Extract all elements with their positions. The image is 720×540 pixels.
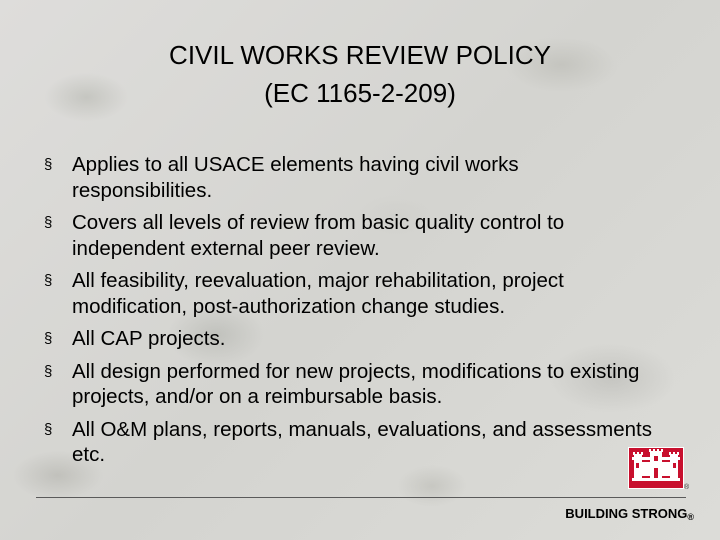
bullet-marker: § [44, 156, 53, 173]
bullet-text: All design performed for new projects, modifications to existing projects, and/or on a reimbursable basis. [72, 359, 640, 408]
bullet-text: All feasibility, reevaluation, major rehabilitation, project modification, post-authorization change studies. [72, 269, 564, 318]
bullet-marker: § [44, 272, 53, 289]
bullet-item [44, 326, 664, 352]
bullet-text: All O&M plans, reports, manuals, evaluations, and assessments etc. [72, 417, 652, 466]
slide-title [0, 36, 720, 112]
logo-registered-mark: ® [684, 484, 690, 491]
bullet-marker: § [44, 330, 53, 347]
bullet-item [44, 359, 664, 410]
bullet-text: Applies to all USACE elements having civil works responsibilities. [72, 153, 519, 202]
bullet-text: Covers all levels of review from basic quality control to independent external peer review. [72, 211, 565, 260]
bullet-item [44, 152, 664, 203]
tagline-text: BUILDING STRONG [565, 506, 688, 521]
footer-divider [36, 497, 686, 498]
bullet-marker: § [44, 420, 53, 438]
footer-tagline [565, 506, 694, 522]
bullet-list [44, 152, 664, 475]
bullet-marker: § [44, 214, 53, 231]
bullet-marker: § [44, 362, 53, 380]
bullet-text: All CAP projects. [72, 327, 226, 350]
usace-castle-icon [628, 447, 684, 489]
bullet-item [44, 417, 664, 468]
title-line-2: (EC 1165-2-209) [264, 78, 456, 108]
title-line-1: CIVIL WORKS REVIEW POLICY [169, 40, 551, 70]
bullet-item [44, 268, 664, 319]
bullet-item [44, 210, 664, 261]
registered-mark: ® [687, 512, 694, 522]
